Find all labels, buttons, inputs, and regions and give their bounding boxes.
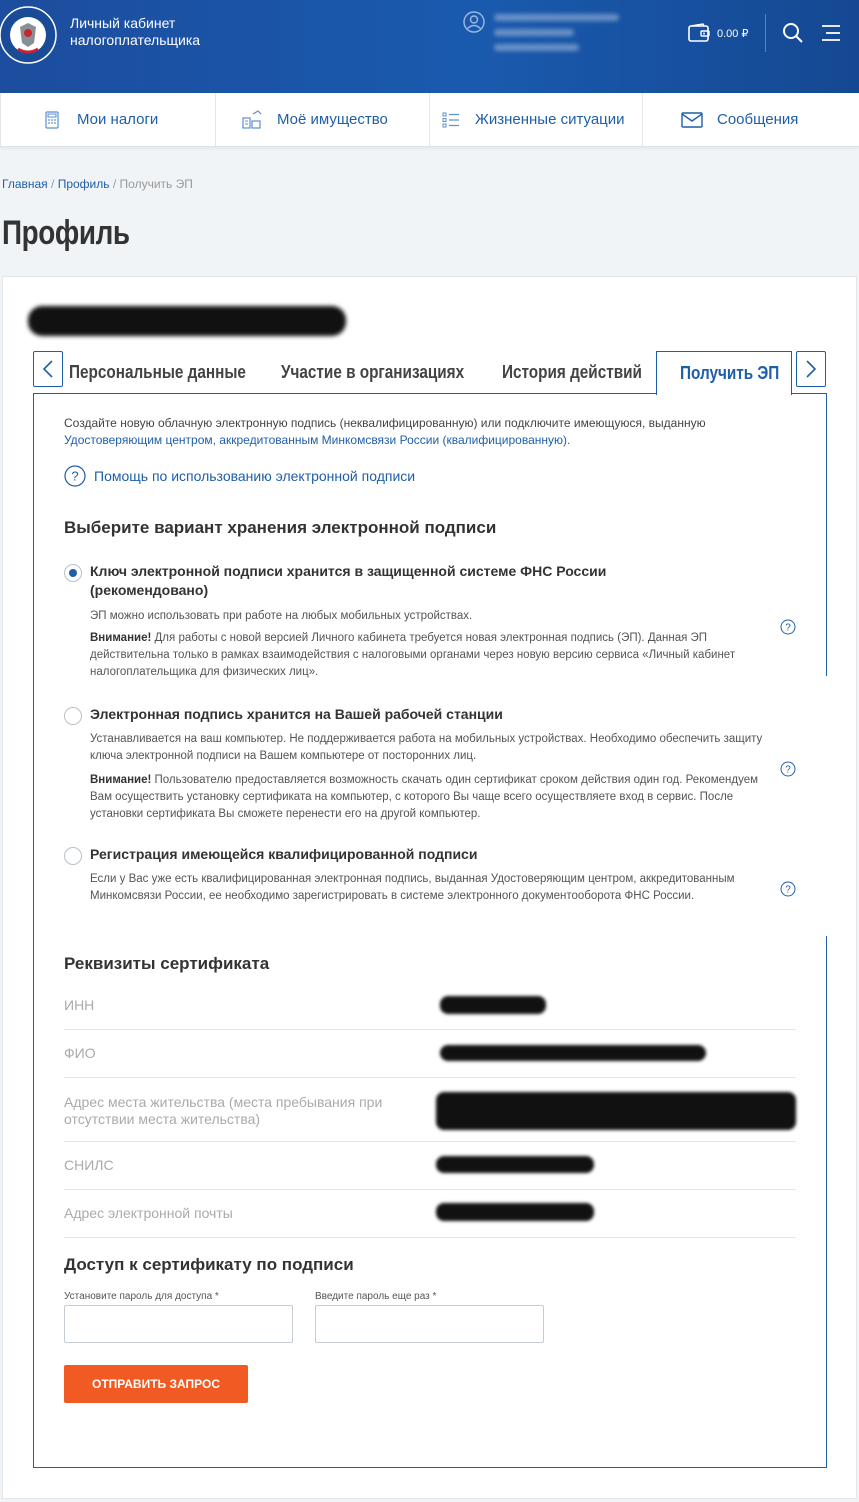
help-link[interactable]: ? Помощь по использованию электронной подписи [64,465,415,487]
password-label: Установите пароль для доступа * [64,1291,219,1302]
password-input[interactable] [64,1305,293,1343]
option2-help-icon[interactable] [780,761,796,777]
nav-my-taxes[interactable]: Мои налоги [0,93,215,146]
tabs-prev-button[interactable] [33,351,63,387]
option-fns-storage[interactable]: Ключ электронной подписи хранится в защищенной системе ФНС России (рекомендовано) ЭП можно использовать при работе на любых мобильных устройствах. Внимание! Для работы с новой версией Личного кабинета требуется новая электронная подпись (ЭП). Данная ЭП действительна только в рамках взаимодействия с налоговыми органами через новую версию сервиса «Личный кабинет налогоплательщика для физических лиц». [64,562,804,677]
property-icon [241,110,263,130]
envelope-icon [681,112,703,128]
req-row-email: Адрес электронной почты [64,1190,796,1238]
header-divider [765,14,766,52]
app-header [0,0,859,93]
tab-get-ep-label: Получить ЭП [680,363,780,383]
radio-fns-storage[interactable] [64,564,82,582]
svg-text:?: ? [71,468,79,484]
panel-border-gap [825,676,828,936]
svg-text:?: ? [785,884,791,896]
snils-value-redacted [436,1156,594,1173]
nav-my-property[interactable]: Моё имущество [215,93,429,146]
req-row-address: Адрес места жительства (места пребывания при отсутствии места жительства) [64,1078,796,1142]
chevron-right-icon [805,359,817,379]
email-value-redacted [436,1203,594,1221]
tab-get-ep[interactable] [656,351,792,395]
breadcrumb: Главная / Профиль / Получить ЭП [2,177,193,191]
balance[interactable]: 0.00 ₽ [717,28,749,40]
address-value-redacted [436,1092,796,1130]
menu-icon[interactable] [821,24,841,42]
option3-help-icon[interactable] [780,881,796,897]
tabs-next-button[interactable] [796,351,826,387]
access-title: Доступ к сертификату по подписи [64,1255,354,1274]
option1-help-icon[interactable] [780,619,796,635]
tax-calculator-icon [43,110,63,130]
radio-qualified-registration[interactable] [64,847,82,865]
nav-life-situations[interactable]: Жизненные ситуации [429,93,642,146]
radio-workstation-storage[interactable] [64,707,82,725]
req-row-inn: ИНН [64,982,796,1030]
chevron-left-icon [42,359,54,379]
fns-logo-icon[interactable] [0,5,60,65]
req-row-snils: СНИЛС [64,1142,796,1190]
list-icon [441,110,461,130]
submit-request-button[interactable]: ОТПРАВИТЬ ЗАПРОС [64,1365,248,1403]
breadcrumb-profile[interactable]: Профиль [57,177,110,191]
option-qualified-registration[interactable]: Регистрация имеющейся квалифицированной подписи Если у Вас уже есть квалифицированная электронная подпись, выданная Удостоверяющим центром, аккредитованным Минкомсвязи России, ее необходимо зарегистрировать в системе электронного документооборота ФНС России. [64,845,804,925]
app-title[interactable]: Личный кабинет налогоплательщика [70,15,201,48]
storage-title: Выберите вариант хранения электронной подписи [64,518,497,537]
accredited-ca-link[interactable]: Удостоверяющим центром, аккредитованным Минкомсвязи России (квалифицированную). [64,433,571,447]
intro-text: Создайте новую облачную электронную подпись (неквалифицированную) или подключите имеющуюся, выданную Удостоверяющим центром, аккредитованным Минкомсвязи России (квалифицированную). [64,416,706,447]
tab-history[interactable]: История действий [502,362,642,382]
wallet-icon[interactable] [688,23,710,43]
breadcrumb-current: Получить ЭП [119,177,193,191]
option-workstation-storage[interactable]: Электронная подпись хранится на Вашей рабочей станции Устанавливается на ваш компьютер. Не поддерживается работа на мобильных устройствах. Необходимо обеспечить защиту ключа электронной подписи на Вашем компьютере от посторонних лиц. Внимание! Пользователю предоставляется возможность скачать один сертификат сроком действия один год. Рекомендуем Вам осуществить установку сертификата на компьютер, с которого Вы чаще всего осуществляете вход в сервис. После установки сертификата Вы сможете перенести его на другой компьютер. [64,705,804,825]
password-repeat-input[interactable] [315,1305,544,1343]
nav-messages[interactable]: Сообщения [642,93,859,146]
svg-text:?: ? [785,764,791,776]
requisites-title: Реквизиты сертификата [64,954,270,973]
user-info-redacted [494,6,624,56]
req-row-fio: ФИО [64,1030,796,1078]
page-title: Профиль [2,214,130,252]
main-nav [0,93,859,147]
user-name-redacted [28,306,346,336]
user-icon[interactable] [463,11,485,33]
tab-personal-data[interactable]: Персональные данные [69,362,246,382]
password-repeat-label: Введите пароль еще раз * [315,1291,437,1302]
breadcrumb-home[interactable]: Главная [2,177,48,191]
svg-text:?: ? [785,622,791,634]
tab-organizations[interactable]: Участие в организациях [281,362,465,382]
question-circle-icon [64,465,86,487]
inn-value-redacted [440,996,546,1014]
search-icon[interactable] [782,22,804,44]
fio-value-redacted [440,1045,706,1061]
